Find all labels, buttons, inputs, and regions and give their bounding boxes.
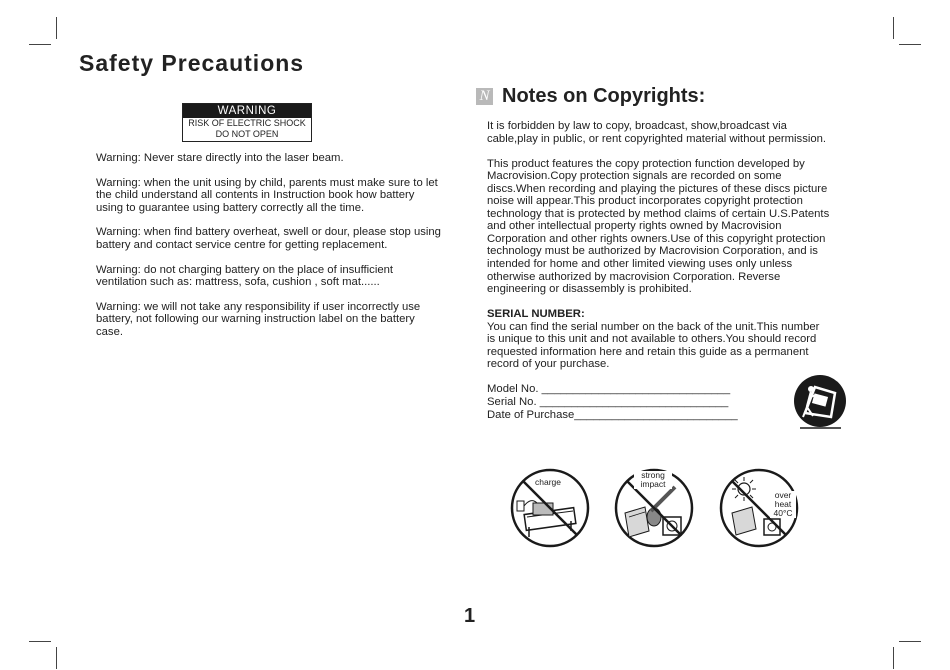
crop-mark: [893, 17, 894, 39]
page-title: Safety Precautions: [79, 50, 305, 76]
impact-label-line: strong: [641, 470, 665, 480]
serial-number-heading: SERIAL NUMBER:: [487, 308, 585, 321]
overheat-label-line: heat: [774, 499, 792, 509]
electric-shock-warning-label: [182, 103, 312, 142]
crop-mark: [56, 17, 57, 39]
serial-number-field: Serial No. ______________________________: [487, 396, 729, 409]
copyright-paragraph: It is forbidden by law to copy, broadcast, show,broadcast via cable,play in public, or rent copyrighted material without permission.: [487, 120, 827, 145]
crop-mark: [29, 44, 51, 45]
impact-label-line: impact: [640, 479, 666, 489]
warning-item: Warning: when find battery overheat, swell or dour, please stop using battery and contact service centre for getting replacement.: [96, 226, 441, 251]
impact-label: [634, 471, 672, 489]
warning-list: [96, 152, 441, 350]
page-number: 1: [464, 605, 476, 627]
crop-mark: [29, 641, 51, 642]
warning-item: Warning: do not charging battery on the place of insufficient ventilation such as: mattress, sofa, cushion , soft mat......: [96, 263, 394, 289]
notes-n-icon: N: [476, 88, 493, 105]
crop-mark: [893, 647, 894, 669]
charge-label: charge: [531, 478, 565, 487]
serial-number-paragraph: You can find the serial number on the back of the unit.This number is unique to this unit and not available to others.You should record requested information here and retain this guide as a permanent record of your purchase.: [487, 320, 820, 371]
warning-item: Warning: we will not take any responsibility if user incorrectly use battery, not following our warning instruction label on the battery case.: [96, 300, 421, 338]
crop-mark: [899, 641, 921, 642]
section-title: Notes on Copyrights:: [502, 85, 706, 107]
warning-label-line: RISK OF ELECTRIC SHOCK: [188, 118, 306, 128]
model-number-field: Model No. ______________________________: [487, 383, 731, 396]
warning-label-line: DO NOT OPEN: [215, 129, 279, 139]
crop-mark: [899, 44, 921, 45]
overheat-label-line: over: [774, 490, 792, 500]
cart-tipover-warning-icon: [791, 373, 851, 433]
purchase-date-field: Date of Purchase__________________________: [487, 408, 738, 421]
section-heading: [476, 85, 705, 108]
copyright-paragraph: This product features the copy protection function developed by Macrovision.Copy protection signals are recorded on some discs.When recording and playing the pictures of these discs picture noise will appear.This product incorporates copyright protection technology that is protected by method claims of certain U.S.Patents and other intellectual property rights owned by Macrovision Corporation and other rights owners.Use of this copyright protection technology must be authorized by Macrovision Corporation, and is intended for home and other limited viewing uses only unless otherwise authorized by macrovision Corporation. Reverse engineering or disassembly is prohibited.: [487, 157, 830, 296]
overheat-label-line: 40°C: [773, 508, 793, 518]
warning-item: Warning: when the unit using by child, parents must make sure to let the child understand all contents in Instruction book how battery using to guarantee using battery correctly all the time.: [96, 176, 438, 214]
crop-mark: [56, 647, 57, 669]
warning-item: Warning: Never stare directly into the laser beam.: [96, 152, 344, 164]
overheat-label: [770, 491, 796, 518]
warning-label-header: WARNING: [183, 104, 311, 118]
